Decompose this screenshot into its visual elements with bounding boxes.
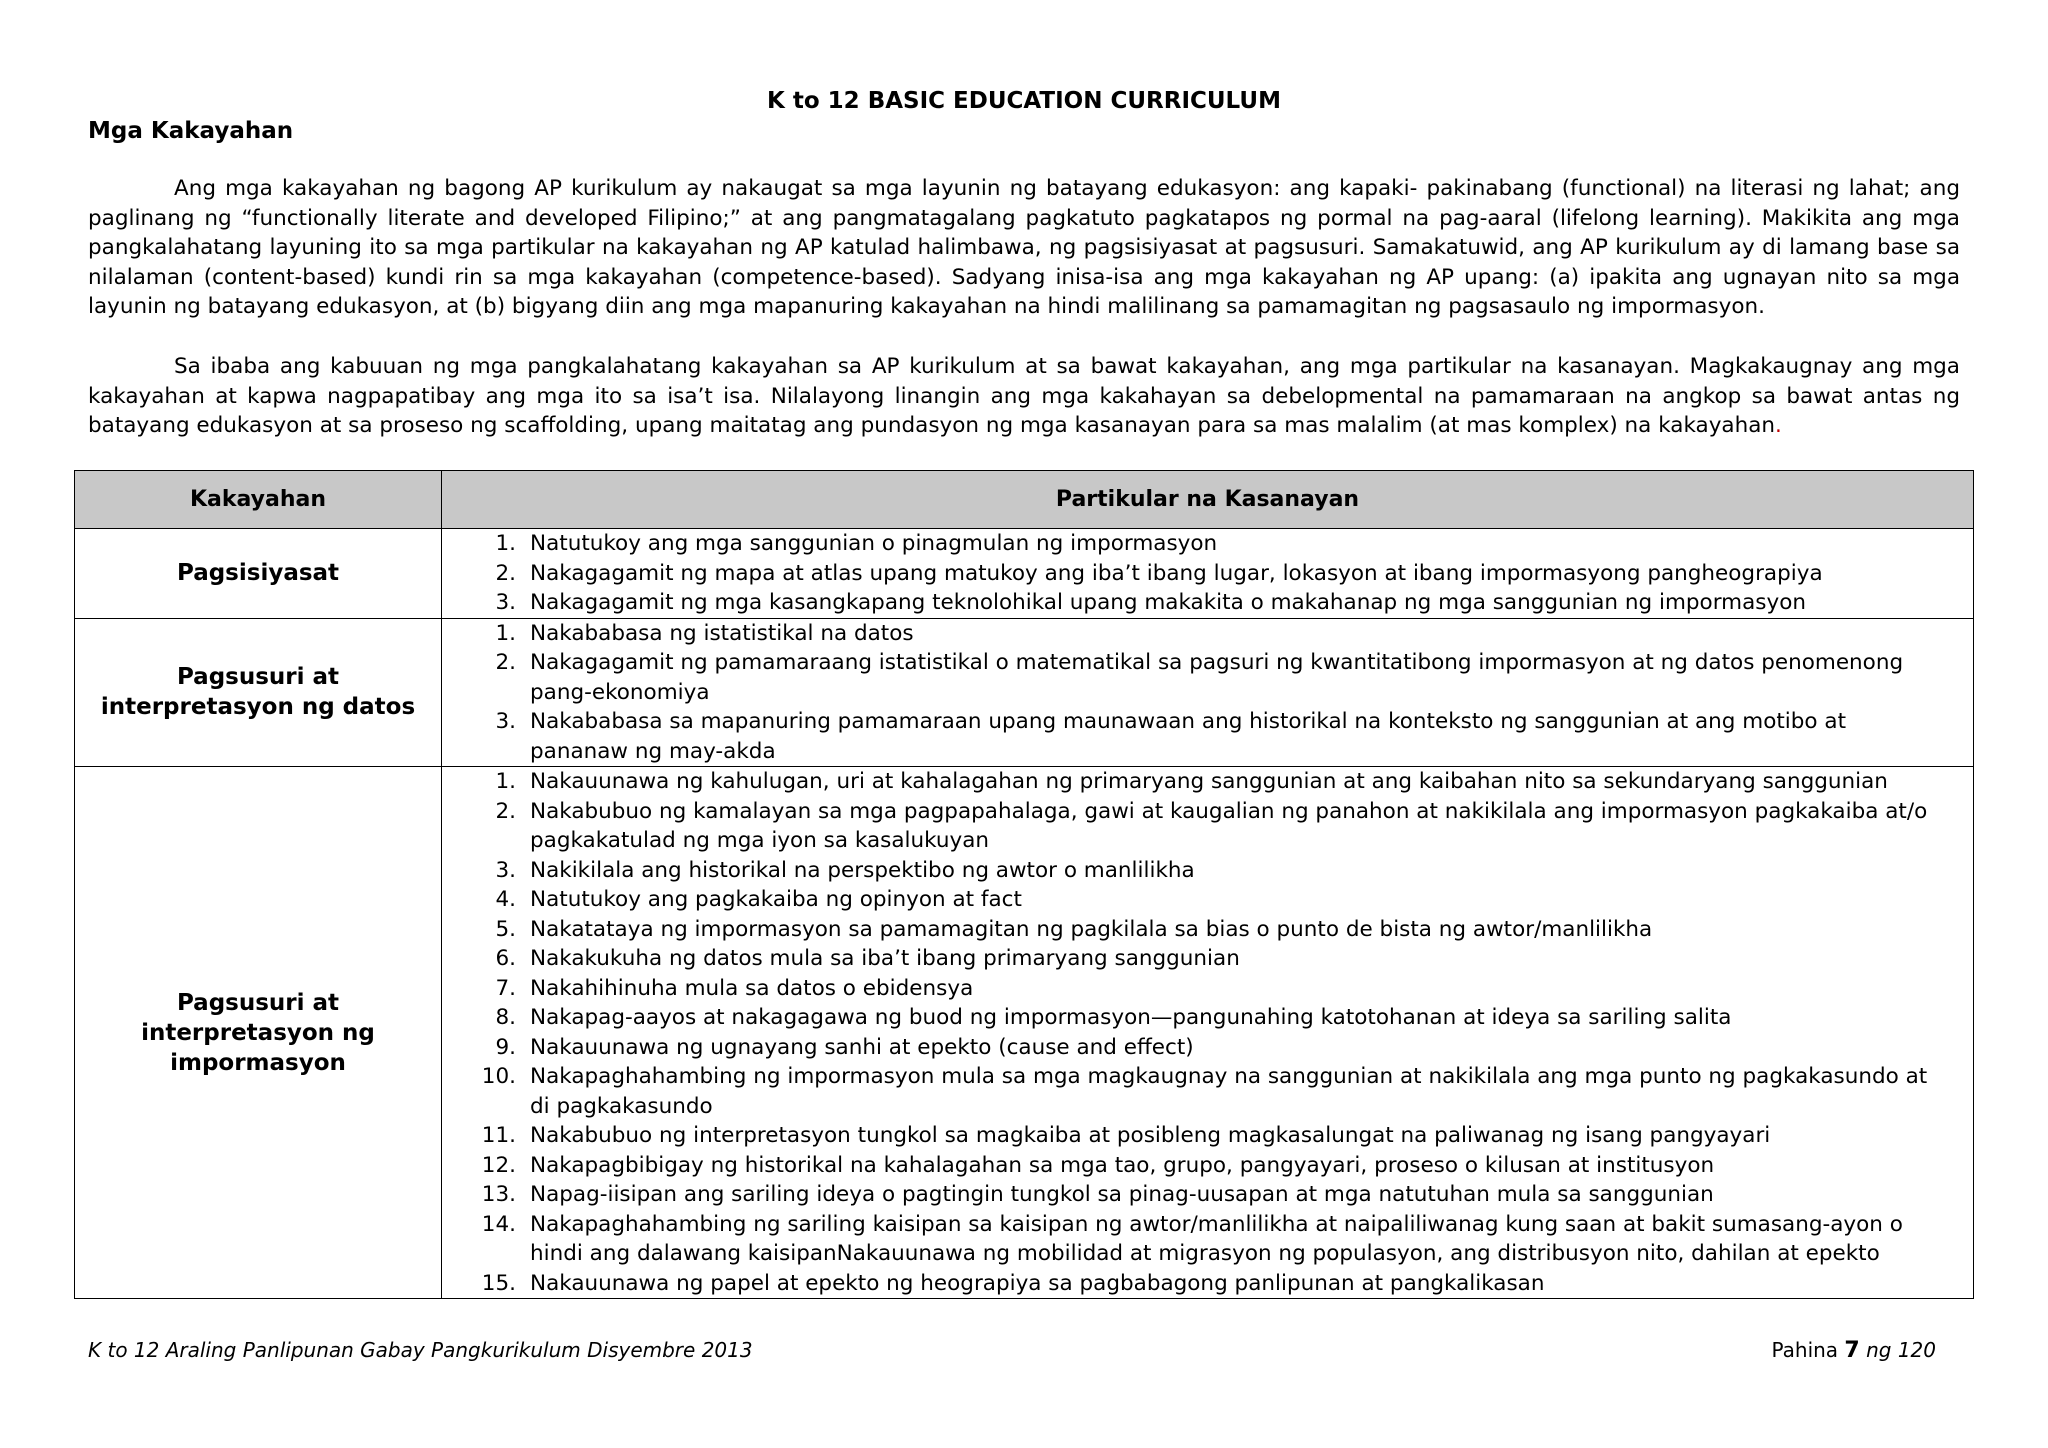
list-item-number: 1. xyxy=(495,769,516,794)
list-item xyxy=(442,974,1945,1004)
list-item xyxy=(442,767,1945,797)
list-item-text: Nakabubuo ng interpretasyon tungkol sa magkaiba at posibleng magkasalungat na paliwanag ng isang pangyayari xyxy=(530,1123,1771,1148)
list-item-number: 2. xyxy=(495,560,516,586)
kakayahan-cell: Pagsusuri at interpretasyon ng datos xyxy=(75,618,442,767)
list-item-number: 7. xyxy=(495,975,516,1001)
intro-paragraph-2-text: Sa ibaba ang kabuuan ng mga pangkalahatang kakayahan sa AP kurikulum at sa bawat kakayahan, ang mga partikular na kasanayan. Magkakaugnay ang mga kakayahan at kapwa nagpapatibay ang mga ito sa isa’t isa. Nilalayong linangin ang mga kakahayan sa debelopmental na pamamaraan na angkop sa bawat antas ng batayang edukasyon at sa proseso ng scaffolding, upang maitatag ang pundasyon ng mga kasanayan para sa mas malalim (at mas komplex) na kakayahan xyxy=(88,354,1960,438)
list-item-text: Nakauunawa ng papel at epekto ng heograpiya sa pagbabagong panlipunan at pangkalikasan xyxy=(530,1270,1545,1296)
list-item-text: Nakabubuo ng kamalayan sa mga pagpapahalaga, gawi at kaugalian ng panahon at nakikilala ang impormasyon pagkakaiba at/o pagkakatulad ng mga iyon sa kasalukuyan xyxy=(530,798,1928,853)
list-item xyxy=(442,1033,1945,1063)
list-item-text: Nakatataya ng impormasyon sa pamamagitan ng pagkilala sa bias o punto de bista ng awtor/manlilikha xyxy=(530,916,1653,942)
list-item-number: 2. xyxy=(495,650,516,675)
section-title: Mga Kakayahan xyxy=(88,118,294,144)
list-item-text: Nakapaghahambing ng sariling kaisipan sa kaisipan ng awtor/manlilikha at naipaliliwanag kung saan at bakit sumasang-ayon o hindi ang dalawang kaisipanNakauunawa ng mobilidad at migrasyon ng populasyon, ang distribusyon nito, dahilan at epekto xyxy=(530,1211,1903,1266)
table-row xyxy=(75,529,1974,619)
kasanayan-cell xyxy=(442,767,1974,1299)
list-item xyxy=(442,1210,1945,1269)
list-item-text: Nakagagamit ng mga kasangkapang teknolohikal upang makakita o makahanap ng mga sanggunian ng impormasyon xyxy=(530,590,1806,615)
list-item-number: 12. xyxy=(481,1152,516,1178)
list-item xyxy=(442,529,1945,559)
footer-page-total: ng 120 xyxy=(1866,1338,1936,1362)
list-item xyxy=(442,588,1945,618)
list-item-number: 14. xyxy=(481,1211,516,1237)
footer-document-title: K to 12 Araling Panlipunan Gabay Pangkurikulum Disyembre 2013 xyxy=(88,1338,753,1362)
list-item-number: 5. xyxy=(495,916,516,942)
list-item xyxy=(442,797,1945,856)
list-item xyxy=(442,648,1945,707)
header-kakayahan: Kakayahan xyxy=(75,471,442,529)
list-item-text: Napag-iisipan ang sariling ideya o pagtingin tungkol sa pinag-uusapan at mga natutuhan mula sa sanggunian xyxy=(530,1182,1714,1207)
kasanayan-list xyxy=(442,767,1945,1298)
list-item xyxy=(442,1269,1945,1299)
list-item xyxy=(442,944,1945,974)
kakayahan-cell: Pagsisiyasat xyxy=(75,529,442,619)
footer-page-label: Pahina xyxy=(1771,1338,1839,1362)
intro-paragraph-2 xyxy=(88,352,1960,441)
list-item-number: 13. xyxy=(481,1182,516,1207)
list-item-number: 11. xyxy=(481,1123,516,1148)
list-item xyxy=(442,885,1945,915)
kasanayan-list xyxy=(442,529,1945,618)
intro-paragraph-1: Ang mga kakayahan ng bagong AP kurikulum ay nakaugat sa mga layunin ng batayang edukasyon: ang kapaki- pakinabang (functional) na literasi ng lahat; ang paglinang ng “functionally literate and developed Filipino;” at ang pangmatagalang pagkatuto pagkatapos ng pormal na pag-aaral (lifelong learning). Makikita ang mga pangkalahatang layuning ito sa mga partikular na kakayahan ng AP katulad halimbawa, ng pagsisiyasat at pagsusuri. Samakatuwid, ang AP kurikulum ay di lamang base sa nilalaman (content-based) kundi rin sa mga kakayahan (competence-based). Sadyang inisa-isa ang mga kakayahan ng AP upang: (a) ipakita ang ugnayan nito sa mga layunin ng batayang edukasyon, at (b) bigyang diin ang mga mapanuring kakayahan na hindi malilinang sa pamamagitan ng pagsasaulo ng impormasyon. xyxy=(88,176,1960,319)
list-item-number: 6. xyxy=(495,946,516,971)
list-item-text: Nakababasa ng istatistikal na datos xyxy=(530,620,914,646)
kasanayan-cell xyxy=(442,618,1974,767)
table-header-row xyxy=(75,471,1974,529)
kasanayan-cell xyxy=(442,529,1974,619)
kasanayan-list xyxy=(442,619,1945,767)
footer-page-number xyxy=(1771,1338,1936,1363)
header-partikular-na-kasanayan: Partikular na Kasanayan xyxy=(442,471,1974,529)
table-body xyxy=(75,529,1974,1299)
list-item-number: 3. xyxy=(495,857,516,883)
list-item-text: Nakababasa sa mapanuring pamamaraan upang maunawaan ang historikal na konteksto ng sanggunian at ang motibo at pananaw ng may-akda xyxy=(530,709,1846,764)
list-item-number: 9. xyxy=(495,1034,516,1060)
list-item-text: Natutukoy ang mga sanggunian o pinagmulan ng impormasyon xyxy=(530,531,1218,556)
list-item-number: 3. xyxy=(495,590,516,615)
list-item-text: Nakahihinuha mula sa datos o ebidensya xyxy=(530,975,974,1001)
list-item xyxy=(442,707,1945,766)
list-item xyxy=(442,1121,1945,1151)
footer-page-current: 7 xyxy=(1844,1338,1860,1363)
list-item-number: 3. xyxy=(495,709,516,734)
list-item-text: Nakagagamit ng pamamaraang istatistikal o matematikal sa pagsuri ng kwantitatibong impormasyon at ng datos penomenong pang-ekonomiya xyxy=(530,650,1904,705)
list-item xyxy=(442,1003,1945,1033)
table-row xyxy=(75,618,1974,767)
list-item xyxy=(442,856,1945,886)
list-item-number: 1. xyxy=(495,531,516,556)
list-item-text: Natutukoy ang pagkakaiba ng opinyon at fact xyxy=(530,887,1022,912)
list-item xyxy=(442,619,1945,649)
list-item xyxy=(442,915,1945,945)
list-item-text: Nakikilala ang historikal na perspektibo ng awtor o manlilikha xyxy=(530,857,1195,883)
list-item-text: Nakauunawa ng kahulugan, uri at kahalagahan ng primaryang sanggunian at ang kaibahan nito sa sekundaryang sanggunian xyxy=(530,769,1888,794)
kakayahan-cell: Pagsusuri at interpretasyon ng impormasyon xyxy=(75,767,442,1299)
list-item-text: Nakauunawa ng ugnayang sanhi at epekto (cause and effect) xyxy=(530,1034,1194,1060)
list-item-number: 15. xyxy=(481,1270,516,1296)
list-item-number: 2. xyxy=(495,798,516,824)
intro-paragraph-2-end-mark: . xyxy=(1775,413,1782,438)
table-row xyxy=(75,767,1974,1299)
list-item xyxy=(442,1180,1945,1210)
list-item xyxy=(442,1062,1945,1121)
list-item-number: 1. xyxy=(495,620,516,646)
list-item-text: Nakakukuha ng datos mula sa iba’t ibang primaryang sanggunian xyxy=(530,946,1240,971)
list-item-text: Nakapaghahambing ng impormasyon mula sa mga magkaugnay na sanggunian at nakikilala ang mga punto ng pagkakasundo at di pagkakasundo xyxy=(530,1064,1928,1119)
list-item-text: Nakapag-aayos at nakagagawa ng buod ng impormasyon—pangunahing katotohanan at ideya sa sariling salita xyxy=(530,1005,1732,1030)
list-item-number: 8. xyxy=(495,1005,516,1030)
list-item-number: 4. xyxy=(495,887,516,912)
competency-table xyxy=(74,470,1974,1299)
list-item xyxy=(442,1151,1945,1181)
list-item-text: Nakapagbibigay ng historikal na kahalagahan sa mga tao, grupo, pangyayari, proseso o kilusan at institusyon xyxy=(530,1152,1715,1178)
list-item xyxy=(442,559,1945,589)
page-header-title: K to 12 BASIC EDUCATION CURRICULUM xyxy=(767,88,1281,114)
list-item-number: 10. xyxy=(481,1064,516,1089)
list-item-text: Nakagagamit ng mapa at atlas upang matukoy ang iba’t ibang lugar, lokasyon at ibang impormasyong pangheograpiya xyxy=(530,560,1823,586)
